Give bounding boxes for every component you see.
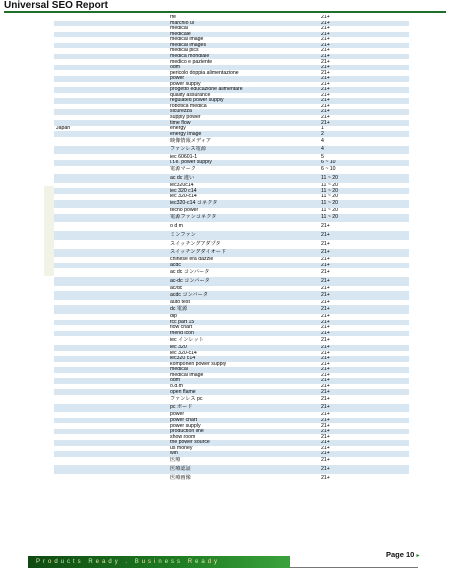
- keyword-cell: acdc: [168, 263, 319, 269]
- keyword-cell: dc 電源: [168, 305, 319, 314]
- keyword-cell: iec320 c14: [168, 356, 319, 362]
- table-row: [54, 291, 409, 300]
- table-row: [54, 277, 409, 286]
- keyword-cell: odm: [168, 378, 319, 384]
- table-row: [54, 457, 409, 466]
- keyword-cell: dip: [168, 314, 319, 320]
- keyword-cell: o d m: [168, 222, 319, 231]
- keyword-cell: 電源ファンコネクタ: [168, 214, 319, 223]
- rank-cell: 21+: [319, 268, 409, 277]
- rank-cell: 21+: [319, 457, 409, 466]
- country-cell: Japan: [54, 126, 168, 132]
- rank-cell: 11 ~ 20: [319, 183, 409, 189]
- rank-cell: 21+: [319, 104, 409, 110]
- keyword-cell: quality assurance: [168, 93, 319, 99]
- country-cell: [54, 465, 168, 474]
- keyword-cell: supply power: [168, 115, 319, 121]
- rank-cell: 21+: [319, 26, 409, 32]
- rank-cell: 4: [319, 146, 409, 155]
- rank-cell: 21+: [319, 32, 409, 38]
- table-row: [54, 249, 409, 258]
- rank-cell: 11 ~ 20: [319, 200, 409, 209]
- country-cell: [54, 174, 168, 183]
- table-row: [54, 404, 409, 413]
- table-row: [54, 200, 409, 209]
- footer-tagline: Products Ready . Business Ready: [36, 559, 221, 565]
- country-cell: [54, 336, 168, 345]
- keyword-cell: power: [168, 412, 319, 418]
- rank-cell: 6 ~ 10: [319, 160, 409, 166]
- ranking-table-body: [54, 15, 409, 483]
- keyword-cell: sicurezza: [168, 109, 319, 115]
- rank-cell: 2: [319, 131, 409, 137]
- rank-cell: 21+: [319, 120, 409, 126]
- header-divider: [4, 11, 446, 13]
- keyword-cell: regulated power supply: [168, 98, 319, 104]
- keyword-cell: odm: [168, 65, 319, 71]
- rank-cell: 21+: [319, 389, 409, 395]
- keyword-cell: ファンレス pc: [168, 395, 319, 404]
- footer-divider: [290, 567, 418, 568]
- country-cell: [54, 268, 168, 277]
- table-row: [54, 465, 409, 474]
- rank-cell: 6 ~ 10: [319, 166, 409, 175]
- rank-cell: 21+: [319, 451, 409, 457]
- rank-cell: 21+: [319, 82, 409, 88]
- keyword-cell: robotica medica: [168, 104, 319, 110]
- rank-cell: 11 ~ 20: [319, 214, 409, 223]
- keyword-cell: ac/dc: [168, 286, 319, 292]
- rank-cell: 21+: [319, 356, 409, 362]
- rank-cell: 21+: [319, 115, 409, 121]
- rank-cell: 21+: [319, 446, 409, 452]
- rank-cell: 21+: [319, 87, 409, 93]
- rank-cell: 11 ~ 20: [319, 208, 409, 214]
- table-row: [54, 305, 409, 314]
- keyword-cell: production line: [168, 429, 319, 435]
- keyword-cell: 電源マーク: [168, 166, 319, 175]
- rank-cell: 21+: [319, 331, 409, 337]
- rank-cell: 21+: [319, 48, 409, 54]
- page-number-label: Page 10: [386, 550, 415, 559]
- rank-cell: 21+: [319, 249, 409, 258]
- country-cell: [54, 222, 168, 231]
- keyword-cell: medico e paziente: [168, 59, 319, 65]
- keyword-cell: iec320c14: [168, 183, 319, 189]
- keyword-cell: iec 320-c14: [168, 351, 319, 357]
- rank-cell: 21+: [319, 286, 409, 292]
- keyword-cell: ac dc 違い: [168, 174, 319, 183]
- keyword-cell: medical pics: [168, 48, 319, 54]
- rank-cell: 11 ~ 20: [319, 188, 409, 194]
- rank-cell: 21+: [319, 43, 409, 49]
- rank-cell: 5: [319, 154, 409, 160]
- table-row: [54, 174, 409, 183]
- keyword-cell: friend icon: [168, 331, 319, 337]
- keyword-cell: medica mondiale: [168, 54, 319, 60]
- keyword-cell: us money: [168, 446, 319, 452]
- country-cell: [54, 474, 168, 483]
- table-row: [54, 166, 409, 175]
- country-cell: [54, 457, 168, 466]
- keyword-cell: ac-dc コンバータ: [168, 277, 319, 286]
- keyword-cell: o.d.m: [168, 384, 319, 390]
- rank-cell: 21+: [319, 474, 409, 483]
- rank-cell: 21+: [319, 367, 409, 373]
- rank-cell: 21+: [319, 240, 409, 249]
- keyword-cell: progetto educazione alimentare: [168, 87, 319, 93]
- rank-cell: 21+: [319, 465, 409, 474]
- keyword-cell: iec320-c14 コネクタ: [168, 200, 319, 209]
- rank-cell: 21+: [319, 418, 409, 424]
- rank-cell: 21+: [319, 109, 409, 115]
- keyword-cell: medical images: [168, 43, 319, 49]
- keyword-cell: tecno power: [168, 208, 319, 214]
- rank-cell: 21+: [319, 98, 409, 104]
- rank-cell: 21+: [319, 434, 409, 440]
- keyword-cell: power chart: [168, 418, 319, 424]
- keyword-cell: pc ボード: [168, 404, 319, 413]
- keyword-cell: ファンレス電源: [168, 146, 319, 155]
- rank-cell: 21+: [319, 362, 409, 368]
- country-cell: [54, 231, 168, 240]
- rank-cell: 21+: [319, 395, 409, 404]
- table-row: [54, 214, 409, 223]
- keyword-cell: chinese era dazzle: [168, 257, 319, 263]
- country-cell: [54, 291, 168, 300]
- table-row: [54, 222, 409, 231]
- rank-cell: 21+: [319, 222, 409, 231]
- rank-cell: 21+: [319, 231, 409, 240]
- keyword-cell: marchio ul: [168, 21, 319, 27]
- rank-cell: 11 ~ 20: [319, 194, 409, 200]
- keyword-cell: power: [168, 76, 319, 82]
- keyword-cell: ミンファン: [168, 231, 319, 240]
- keyword-cell: medical: [168, 367, 319, 373]
- keyword-cell: flow chart: [168, 325, 319, 331]
- keyword-cell: energy: [168, 126, 319, 132]
- keyword-cell: pericolo doppia alimentazione: [168, 70, 319, 76]
- country-cell: [54, 137, 168, 146]
- keyword-cell: i.t.e. power supply: [168, 160, 319, 166]
- rank-cell: 21+: [319, 93, 409, 99]
- country-cell: [54, 146, 168, 155]
- country-cell: [54, 277, 168, 286]
- rank-cell: 21+: [319, 314, 409, 320]
- rank-cell: 21+: [319, 65, 409, 71]
- table-row: [54, 474, 409, 483]
- footer-tagline-bar: [28, 556, 290, 568]
- keyword-cell: acdc コンバータ: [168, 291, 319, 300]
- rank-cell: 21+: [319, 384, 409, 390]
- rank-cell: 21+: [319, 429, 409, 435]
- keyword-cell: power supply: [168, 82, 319, 88]
- keyword-ranking-table: [54, 15, 409, 483]
- keyword-cell: iec 320-c14: [168, 194, 319, 200]
- country-cell: [54, 395, 168, 404]
- country-cell: [54, 200, 168, 209]
- table-row: [54, 240, 409, 249]
- keyword-cell: medical: [168, 26, 319, 32]
- keyword-cell: fcc part 15: [168, 320, 319, 326]
- keyword-cell: show room: [168, 434, 319, 440]
- keyword-cell: auto test: [168, 300, 319, 306]
- rank-cell: 21+: [319, 440, 409, 446]
- country-cell: [54, 214, 168, 223]
- rank-cell: 21+: [319, 54, 409, 60]
- keyword-cell: time flow: [168, 120, 319, 126]
- country-cell: [54, 249, 168, 258]
- rank-cell: 21+: [319, 345, 409, 351]
- country-cell: [54, 305, 168, 314]
- keyword-cell: ac dc コンバータ: [168, 268, 319, 277]
- rank-cell: 21+: [319, 373, 409, 379]
- keyword-cell: medical image: [168, 373, 319, 379]
- rank-cell: 21+: [319, 76, 409, 82]
- keyword-cell: 医療画像: [168, 474, 319, 483]
- keyword-cell: iec 320: [168, 345, 319, 351]
- keyword-cell: 医療: [168, 457, 319, 466]
- table-row: [54, 231, 409, 240]
- rank-cell: 21+: [319, 263, 409, 269]
- rank-cell: 11 ~ 20: [319, 174, 409, 183]
- table-row: [54, 137, 409, 146]
- keyword-cell: open flame: [168, 389, 319, 395]
- rank-cell: 21+: [319, 325, 409, 331]
- rank-cell: 21+: [319, 378, 409, 384]
- keyword-cell: medical image: [168, 37, 319, 43]
- keyword-cell: energy image: [168, 131, 319, 137]
- keyword-cell: rfe: [168, 15, 319, 21]
- table-row: [54, 395, 409, 404]
- rank-cell: 21+: [319, 291, 409, 300]
- keyword-cell: スイッチングダイオード: [168, 249, 319, 258]
- rank-cell: 4: [319, 137, 409, 146]
- report-title: Universal SEO Report: [4, 0, 108, 11]
- rank-cell: 21+: [319, 336, 409, 345]
- country-cell: [54, 166, 168, 175]
- rank-cell: 21+: [319, 300, 409, 306]
- keyword-cell: 映像情報メディア: [168, 137, 319, 146]
- keyword-cell: 医療認証: [168, 465, 319, 474]
- country-cell: [54, 240, 168, 249]
- country-cell: [54, 404, 168, 413]
- keyword-cell: iec 320 c14: [168, 188, 319, 194]
- keyword-cell: medicale: [168, 32, 319, 38]
- rank-cell: 21+: [319, 423, 409, 429]
- table-row: [54, 336, 409, 345]
- page-number: [386, 550, 419, 559]
- keyword-cell: iec インレット: [168, 336, 319, 345]
- table-row: [54, 146, 409, 155]
- table-row: [54, 268, 409, 277]
- rank-cell: 21+: [319, 320, 409, 326]
- rank-cell: 21+: [319, 351, 409, 357]
- keyword-cell: power supply: [168, 423, 319, 429]
- rank-cell: 21+: [319, 15, 409, 21]
- rank-cell: 21+: [319, 305, 409, 314]
- keyword-cell: komponen power supply: [168, 362, 319, 368]
- rank-cell: 1: [319, 126, 409, 132]
- rank-cell: 21+: [319, 37, 409, 43]
- rank-cell: 21+: [319, 59, 409, 65]
- rank-cell: 21+: [319, 412, 409, 418]
- next-arrow-icon: ▸: [416, 553, 420, 559]
- rank-cell: 21+: [319, 70, 409, 76]
- keyword-cell: the power source: [168, 440, 319, 446]
- rank-cell: 21+: [319, 257, 409, 263]
- rank-cell: 21+: [319, 21, 409, 27]
- rank-cell: 21+: [319, 277, 409, 286]
- rank-cell: 21+: [319, 404, 409, 413]
- keyword-cell: iec 60601-1: [168, 154, 319, 160]
- keyword-cell: win: [168, 451, 319, 457]
- keyword-cell: スイッチングアダプタ: [168, 240, 319, 249]
